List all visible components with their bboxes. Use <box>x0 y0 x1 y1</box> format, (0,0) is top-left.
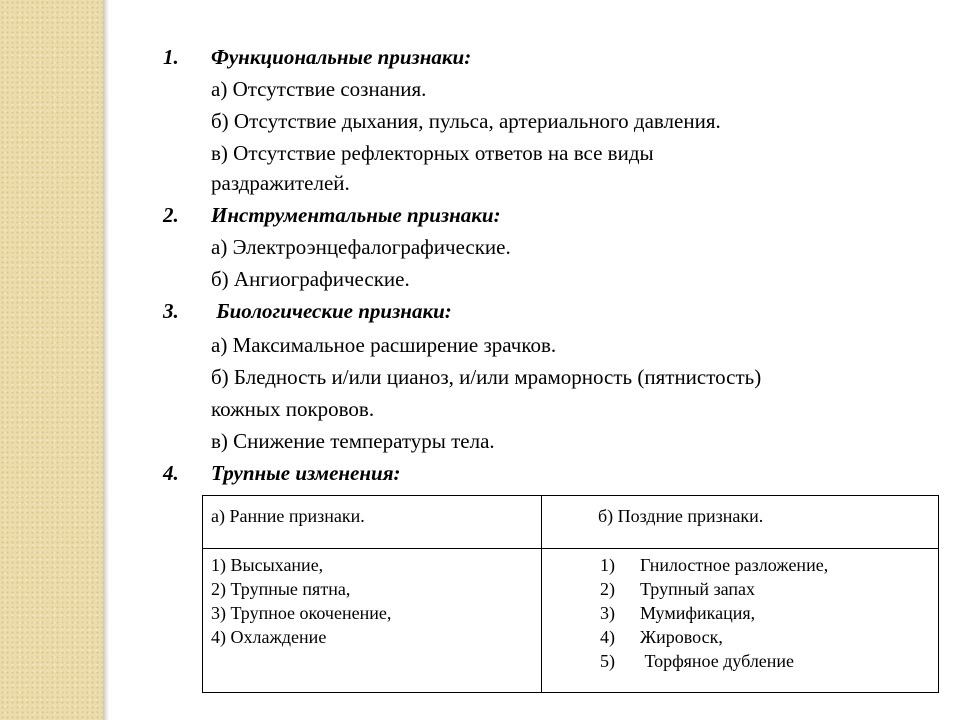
header-early-cell <box>203 496 542 549</box>
late-sign-1 <box>600 553 938 577</box>
section-3-line-b: б) Бледность и/или цианоз, и/или мраморность (пятнистость) <box>211 365 762 389</box>
late-sign-4 <box>600 625 938 649</box>
section-3-number: 3. <box>163 299 179 323</box>
section-2-line-a: а) Электроэнцефалографические. <box>211 235 511 259</box>
late-sign-2-text: Трупный запах <box>640 579 756 599</box>
late-sign-4-number: 4) <box>600 627 615 647</box>
table-header-row <box>203 496 939 549</box>
section-3-line-a: а) Максимальное расширение зрачков. <box>211 333 557 357</box>
late-sign-4-text: Жировоск, <box>640 627 723 647</box>
early-sign-4: 4) Охлаждение <box>211 627 327 647</box>
late-signs-cell <box>542 549 939 693</box>
late-sign-3-text: Мумификация, <box>640 603 756 623</box>
section-1-line-b: б) Отсутствие дыхания, пульса, артериального давления. <box>211 109 721 133</box>
section-1-heading: Функциональные признаки: <box>211 45 472 69</box>
header-early-label: а) Ранние признаки. <box>211 506 365 526</box>
section-1-line-c-cont: раздражителей. <box>211 171 350 195</box>
late-sign-3-number: 3) <box>600 603 615 623</box>
late-sign-1-text: Гнилостное разложение, <box>640 555 829 575</box>
section-3-line-c: в) Снижение температуры тела. <box>211 429 495 453</box>
early-sign-3: 3) Трупное окоченение, <box>211 603 392 623</box>
late-sign-2 <box>600 577 938 601</box>
early-sign-1: 1) Высыхание, <box>211 555 324 575</box>
late-sign-5 <box>600 649 938 673</box>
cadaveric-changes-table <box>202 495 939 693</box>
early-sign-2: 2) Трупные пятна, <box>211 579 351 599</box>
header-late-label: б) Поздние признаки. <box>598 506 764 526</box>
section-1-line-c: в) Отсутствие рефлекторных ответов на все виды <box>211 141 654 165</box>
section-1-line-a: а) Отсутствие сознания. <box>211 77 427 101</box>
section-4-heading: Трупные изменения: <box>211 461 401 485</box>
section-1-number: 1. <box>163 45 179 69</box>
section-3-line-b-cont: кожных покровов. <box>211 397 375 421</box>
section-2-number: 2. <box>163 203 179 227</box>
late-sign-2-number: 2) <box>600 579 615 599</box>
late-sign-3 <box>600 601 938 625</box>
section-2-heading: Инструментальные признаки: <box>211 203 501 227</box>
early-signs-cell <box>203 549 542 693</box>
table-body-row <box>203 549 939 693</box>
section-4-number: 4. <box>163 461 179 485</box>
header-late-cell <box>542 496 939 549</box>
section-2-line-b: б) Ангиографические. <box>211 267 410 291</box>
section-3-heading: Биологические признаки: <box>211 299 452 323</box>
late-sign-1-number: 1) <box>600 555 615 575</box>
late-sign-5-text: Торфяное дубление <box>640 651 795 671</box>
late-sign-5-number: 5) <box>600 651 615 671</box>
